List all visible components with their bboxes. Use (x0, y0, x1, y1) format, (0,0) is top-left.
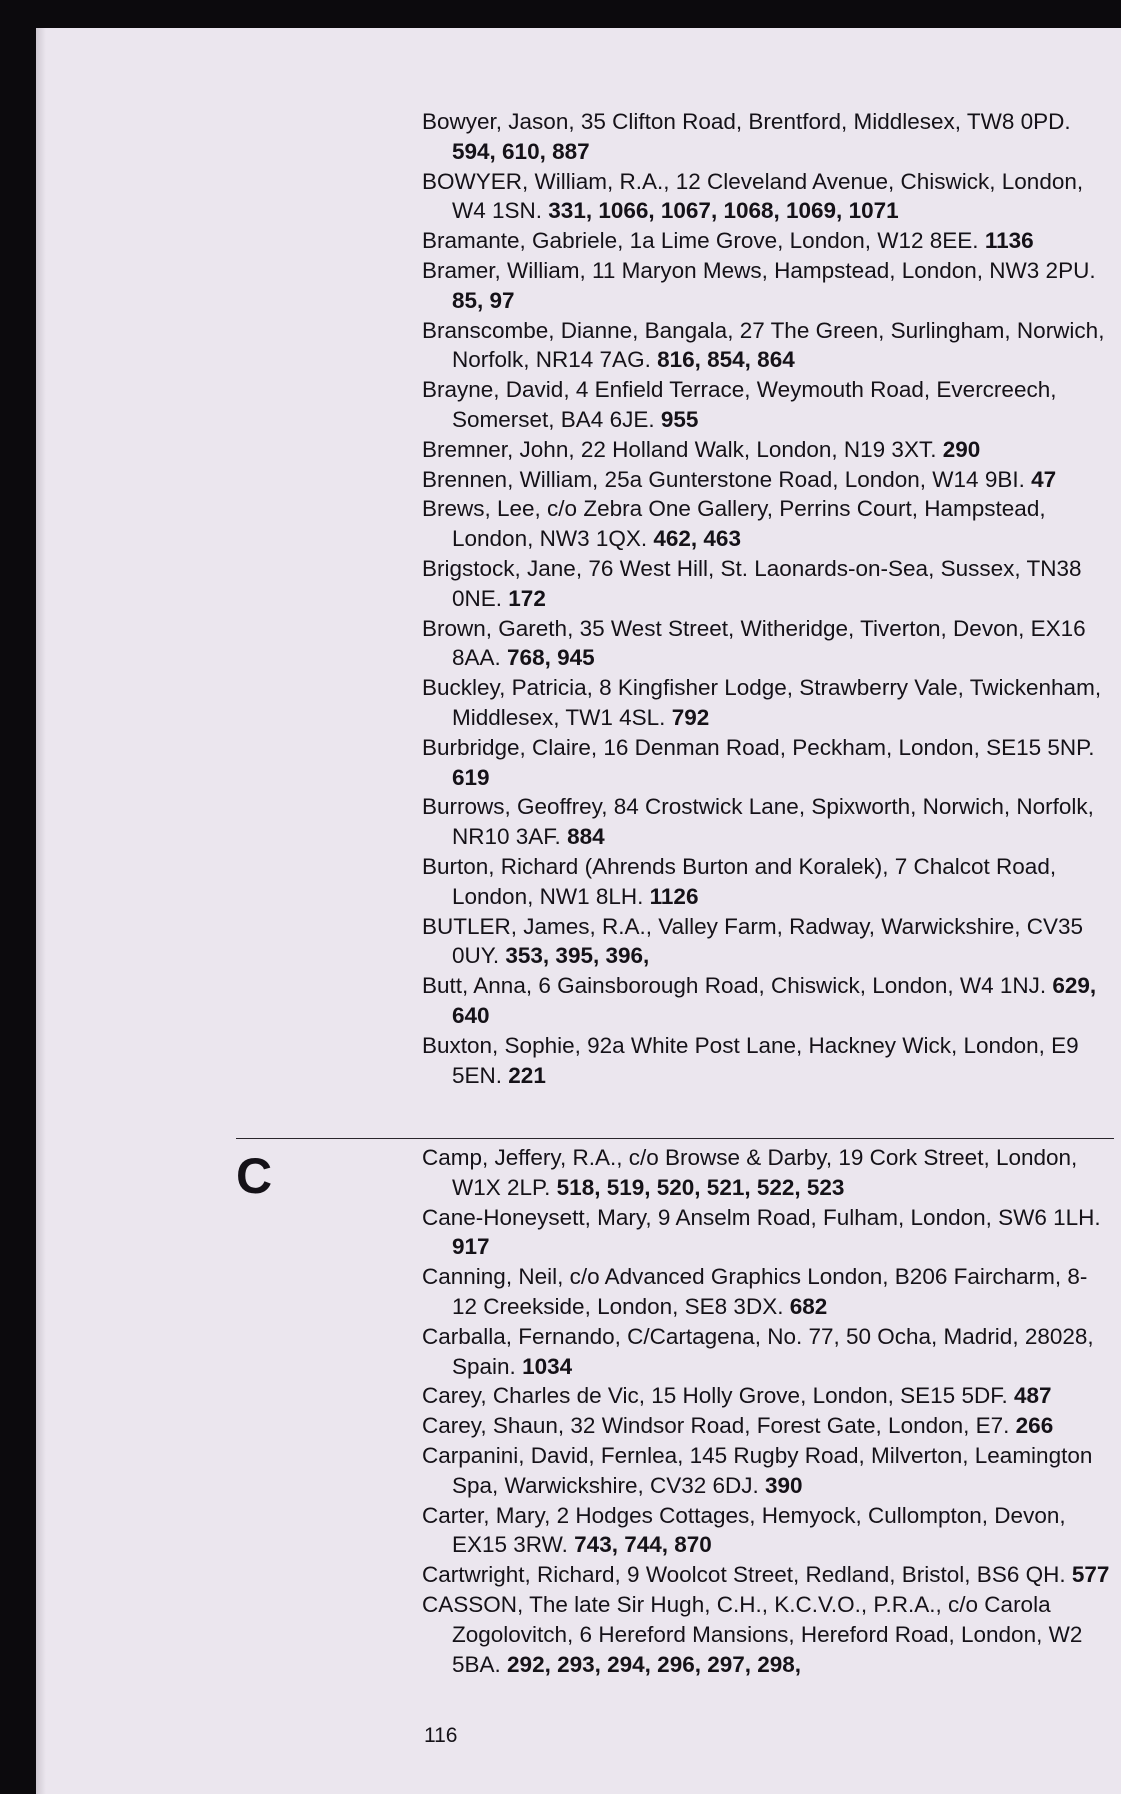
index-entry (422, 554, 1112, 614)
entry-text: Bramer, William, 11 Maryon Mews, Hampstead, London, NW3 2PU. (422, 257, 1096, 283)
index-section-c (422, 1143, 1112, 1679)
index-section-b (422, 107, 1112, 1090)
entry-text: Brayne, David, 4 Enfield Terrace, Weymouth Road, Evercreech, Somerset, BA4 6JE. (422, 377, 1057, 432)
entry-refs: 917 (452, 1234, 490, 1260)
index-entry (422, 1031, 1112, 1091)
index-entry (422, 316, 1112, 376)
entry-text: Buckley, Patricia, 8 Kingfisher Lodge, Strawberry Vale, Twickenham, Middlesex, TW1 4SL. (422, 675, 1102, 730)
entry-text: Cartwright, Richard, 9 Woolcot Street, Redland, Bristol, BS6 QH. (422, 1562, 1066, 1588)
entry-refs: 955 (660, 406, 699, 432)
entry-text: Brown, Gareth, 35 West Street, Witheridge, Tiverton, Devon, EX16 8AA. (422, 615, 1086, 671)
section-letter-c: C (236, 1148, 273, 1204)
entry-text: Carey, Shaun, 32 Windsor Road, Forest Gate, London, E7. (422, 1413, 1010, 1439)
entry-refs: 816, 854, 864 (657, 347, 795, 373)
entry-refs: 884 (567, 824, 605, 850)
index-entry (422, 673, 1112, 733)
index-entry (422, 852, 1112, 912)
entry-refs: 1126 (649, 883, 699, 909)
entry-refs: 172 (508, 585, 546, 611)
index-entry (422, 256, 1112, 316)
entry-refs: 221 (508, 1062, 546, 1088)
entry-text: Canning, Neil, c/o Advanced Graphics London, B206 Faircharm, 8-12 Creekside, London, SE8 3DX. (422, 1264, 1088, 1319)
entry-refs: 682 (789, 1293, 828, 1319)
entry-refs: 353, 395, 396, (505, 943, 650, 969)
entry-text: Carballa, Fernando, C/Cartagena, No. 77, 50 Ocha, Madrid, 28028, Spain. (422, 1323, 1094, 1379)
index-entry (422, 465, 1112, 495)
index-entry (422, 226, 1112, 256)
entry-text: Cane-Honeysett, Mary, 9 Anselm Road, Fulham, London, SW6 1LH. (422, 1204, 1101, 1230)
index-entry (422, 792, 1112, 852)
index-entry (422, 494, 1112, 554)
index-entry (422, 375, 1112, 435)
entry-text: Buxton, Sophie, 92a White Post Lane, Hackney Wick, London, E9 5EN. (422, 1032, 1079, 1088)
entry-text: Burton, Richard (Ahrends Burton and Koralek), 7 Chalcot Road, London, NW1 8LH. (422, 853, 1057, 909)
index-entry (422, 1411, 1112, 1441)
entry-refs: 1034 (522, 1353, 573, 1379)
entry-refs: 331, 1066, 1067, 1068, 1069, 1071 (548, 198, 899, 224)
index-entry (422, 1381, 1112, 1411)
index-entry (422, 107, 1112, 167)
index-entry (422, 1143, 1112, 1203)
entry-text: Bramante, Gabriele, 1a Lime Grove, London, W12 8EE. (422, 228, 979, 254)
page-number: 116 (424, 1724, 458, 1747)
index-entry (422, 912, 1112, 972)
entry-text: Brews, Lee, c/o Zebra One Gallery, Perrins Court, Hampstead, London, NW3 1QX. (422, 496, 1046, 552)
index-entry (422, 733, 1112, 793)
index-entry (422, 971, 1112, 1031)
entry-refs: 487 (1013, 1383, 1052, 1409)
index-entry (422, 614, 1112, 674)
entry-text: Carey, Charles de Vic, 15 Holly Grove, London, SE15 5DF. (422, 1383, 1008, 1409)
entry-refs: 792 (671, 704, 710, 730)
entry-refs: 266 (1015, 1413, 1054, 1439)
index-entry (422, 1560, 1112, 1590)
entry-text: Camp, Jeffery, R.A., c/o Browse & Darby, 19 Cork Street, London, W1X 2LP. (422, 1145, 1078, 1200)
entry-refs: 594, 610, 887 (452, 138, 590, 164)
entry-text: Burbridge, Claire, 16 Denman Road, Peckham, London, SE15 5NP. (422, 734, 1095, 760)
entry-text: Butt, Anna, 6 Gainsborough Road, Chiswick, London, W4 1NJ. (422, 973, 1047, 999)
entry-refs: 629, 640 (452, 973, 1097, 1028)
entry-refs: 577 (1071, 1562, 1110, 1588)
entry-text: Carter, Mary, 2 Hodges Cottages, Hemyock, Cullompton, Devon, EX15 3RW. (422, 1502, 1066, 1558)
entry-refs: 619 (452, 764, 490, 790)
index-entry (422, 1501, 1112, 1561)
entry-text: Bowyer, Jason, 35 Clifton Road, Brentford, Middlesex, TW8 0PD. (422, 109, 1071, 134)
entry-text: Carpanini, David, Fernlea, 145 Rugby Road, Milverton, Leamington Spa, Warwickshire, CV32 6DJ. (422, 1442, 1093, 1498)
entry-refs: 85, 97 (452, 287, 515, 313)
entry-text: Burrows, Geoffrey, 84 Crostwick Lane, Spixworth, Norwich, Norfolk, NR10 3AF. (422, 794, 1094, 850)
entry-refs: 768, 945 (507, 645, 595, 671)
entry-refs: 47 (1031, 466, 1057, 492)
index-entry (422, 435, 1112, 465)
entry-text: BOWYER, William, R.A., 12 Cleveland Avenue, Chiswick, London, W4 1SN. (422, 168, 1084, 224)
entry-text: BUTLER, James, R.A., Valley Farm, Radway, Warwickshire, CV35 0UY. (422, 913, 1083, 969)
entry-refs: 390 (765, 1472, 803, 1498)
entry-text: Brigstock, Jane, 76 West Hill, St. Laonards-on-Sea, Sussex, TN38 0NE. (422, 555, 1082, 611)
entry-refs: 290 (942, 436, 981, 462)
entry-text: Branscombe, Dianne, Bangala, 27 The Green, Surlingham, Norwich, Norfolk, NR14 7AG. (422, 317, 1105, 373)
entry-refs: 743, 744, 870 (574, 1532, 712, 1558)
index-entry (422, 1441, 1112, 1501)
entry-refs: 1136 (984, 228, 1034, 254)
entry-text: CASSON, The late Sir Hugh, C.H., K.C.V.O., P.R.A., c/o Carola Zogolovitch, 6 Hereford Mansions, Hereford Road, London, W2 5BA. (422, 1591, 1083, 1677)
index-entry (422, 1590, 1112, 1679)
section-divider (236, 1138, 1114, 1139)
index-entry (422, 167, 1112, 227)
entry-text: Brennen, William, 25a Gunterstone Road, London, W14 9BI. (422, 466, 1025, 492)
index-entry (422, 1203, 1112, 1263)
page-edge-shadow (36, 28, 46, 1794)
index-entry (422, 1322, 1112, 1382)
entry-text: Bremner, John, 22 Holland Walk, London, N19 3XT. (422, 436, 937, 462)
entry-refs: 518, 519, 520, 521, 522, 523 (556, 1174, 845, 1200)
index-entry (422, 1262, 1112, 1322)
entry-refs: 292, 293, 294, 296, 297, 298, (507, 1651, 802, 1677)
entry-refs: 462, 463 (653, 526, 741, 552)
